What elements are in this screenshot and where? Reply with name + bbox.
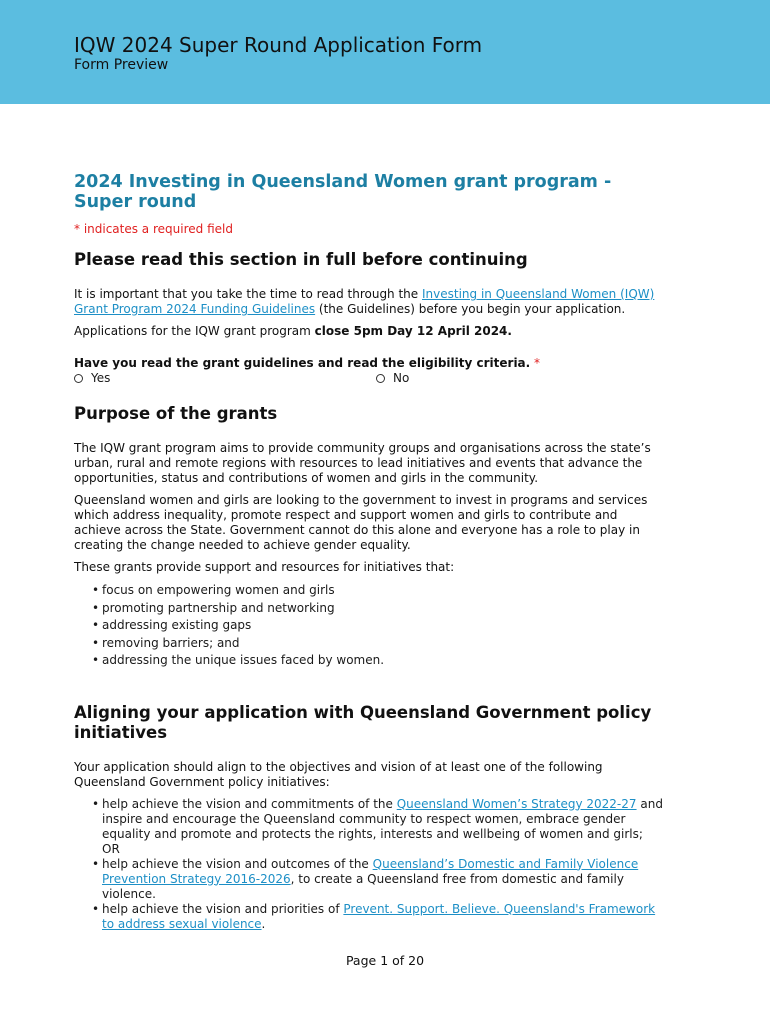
page-number: Page 1 of 20 [345,953,425,968]
purpose-list [92,582,664,670]
guidelines-question: Have you read the grant guidelines and read the eligibility criteria. * [74,356,541,370]
closing-date-paragraph: Applications for the IQW grant program close 5pm Day 12 April 2024. [74,324,512,338]
list-item: • help achieve the vision and priorities of Prevent. Support. Believe. Queensland's Framework to address sexual violence. [92,901,656,931]
policy-list [92,797,664,932]
dfv-strategy-link[interactable]: Queensland’s Domestic and Family Violence Prevention Strategy 2016-2026 [102,856,639,886]
purpose-paragraph-2: Queensland women and girls are looking to the government to invest in programs and services which address inequality, promote respect and support women and girls to contribute and achieve across the State. Government cannot do this alone and everyone has a role to play in creating the change needed to achieve gender equality. [74,493,648,552]
list-item: • help achieve the vision and outcomes of the Queensland’s Domestic and Family Violence Prevention Strategy 2016-2026, to create a Queensland free from domestic and family violence. [92,856,639,901]
required-note: * indicates a required field [74,222,233,236]
purpose-paragraph-1: The IQW grant program aims to provide community groups and organisations across the state’s urban, rural and remote regions with resources to lead initiatives and events that advance the opportunities, status and contributions of women and girls in the community. [74,441,651,485]
purpose-paragraph-3: These grants provide support and resources for initiatives that: [74,560,455,574]
section-title-purpose: Purpose of the grants [74,404,278,423]
form-subtitle: Form Preview [74,57,169,73]
section-title-aligning: Aligning your application with Queensland Government policy initiatives [74,702,652,742]
form-title: IQW 2024 Super Round Application Form [74,33,483,57]
radio-yes[interactable]: Yes [74,371,110,385]
list-item: • addressing existing gaps [92,618,252,632]
form-heading: 2024 Investing in Queensland Women grant program - Super round [74,172,612,212]
section-title-read: Please read this section in full before continuing [74,250,528,269]
list-item: • removing barriers; and [92,635,240,650]
guidelines-link[interactable]: Investing in Queensland Women (IQW) Grant Program 2024 Funding Guidelines [74,287,655,316]
guidelines-radio-group [74,371,664,387]
radio-circle-icon[interactable] [74,374,83,383]
list-item: • help achieve the vision and commitments of the Queensland Women’s Strategy 2022-27 and inspire and encourage the Queensland community to respect women, embrace gender equality and promote and protects the rights, interests and wellbeing of women and girls; OR [92,796,663,856]
aligning-intro: Your application should align to the objectives and vision of at least one of the following Queensland Government policy initiatives: [74,759,603,789]
intro-paragraph: It is important that you take the time to read through the Investing in Queensland Women (IQW) Grant Program 2024 Funding Guidelines (the Guidelines) before you begin your application. [74,287,655,316]
radio-no[interactable]: No [376,371,409,385]
page-header [0,0,770,104]
list-item: • addressing the unique issues faced by women. [92,653,385,667]
womens-strategy-link[interactable]: Queensland Women’s Strategy 2022-27 [396,796,637,811]
radio-circle-icon[interactable] [376,374,385,383]
form-content [74,172,664,932]
list-item: • focus on empowering women and girls [92,583,335,597]
sexual-violence-framework-link[interactable]: Prevent. Support. Believe. Queensland's Framework to address sexual violence [102,901,656,931]
list-item: • promoting partnership and networking [92,600,335,615]
